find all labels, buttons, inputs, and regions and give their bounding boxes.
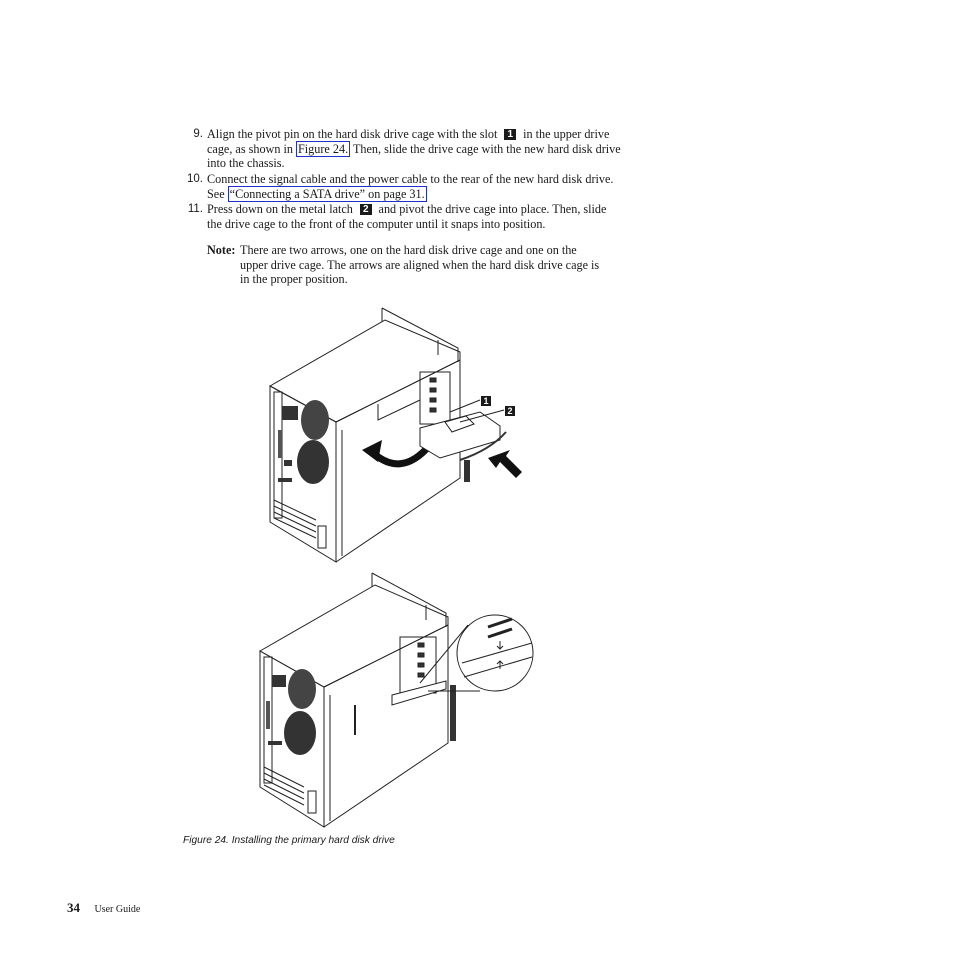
figure-callout-1: 1 (481, 396, 491, 406)
step-text: Press down on the metal latch (207, 202, 353, 216)
computer-chassis-aligned-illustration (250, 565, 550, 830)
step-text: Connect the signal cable and the power cable to the rear of the new hard disk drive. See (207, 172, 614, 201)
step-number: 10. (187, 173, 203, 185)
page-number: 34 (67, 900, 80, 915)
note-text: There are two arrows, one on the hard disk drive cage and one on the upper drive cage. The arrows are aligned when the hard disk drive cage is in the proper position. (240, 243, 600, 287)
figure-top-illustration (260, 300, 540, 570)
callout-2-marker: 2 (360, 204, 372, 215)
figure-bottom-illustration (250, 565, 550, 830)
step-11 (183, 202, 623, 231)
step-text: Then, slide the drive cage with the new hard disk drive into the chassis. (207, 141, 621, 171)
step-number: 11. (187, 203, 203, 215)
step-text: and pivot the drive cage into place. Then, slide the drive cage to the front of the computer until it snaps into position. (207, 202, 607, 231)
sata-drive-link[interactable]: “Connecting a SATA drive” on page 31. (229, 186, 425, 201)
figure-24-link[interactable]: Figure 24. (298, 141, 349, 156)
computer-chassis-pivot-illustration (260, 300, 540, 570)
step-number: 9. (193, 128, 203, 140)
step-text: in the upper drive cage, as shown in (207, 127, 610, 156)
note (207, 243, 607, 287)
step-10 (183, 172, 623, 201)
note-label: Note: (207, 243, 236, 257)
page-footer (67, 900, 140, 916)
figure-callout-2: 2 (505, 406, 515, 416)
figure-caption: Figure 24. Installing the primary hard disk drive (183, 835, 395, 846)
callout-1-marker: 1 (504, 129, 516, 140)
footer-title: User Guide (94, 904, 141, 915)
step-text: Align the pivot pin on the hard disk drive cage with the slot (207, 127, 498, 141)
step-9 (183, 127, 623, 171)
